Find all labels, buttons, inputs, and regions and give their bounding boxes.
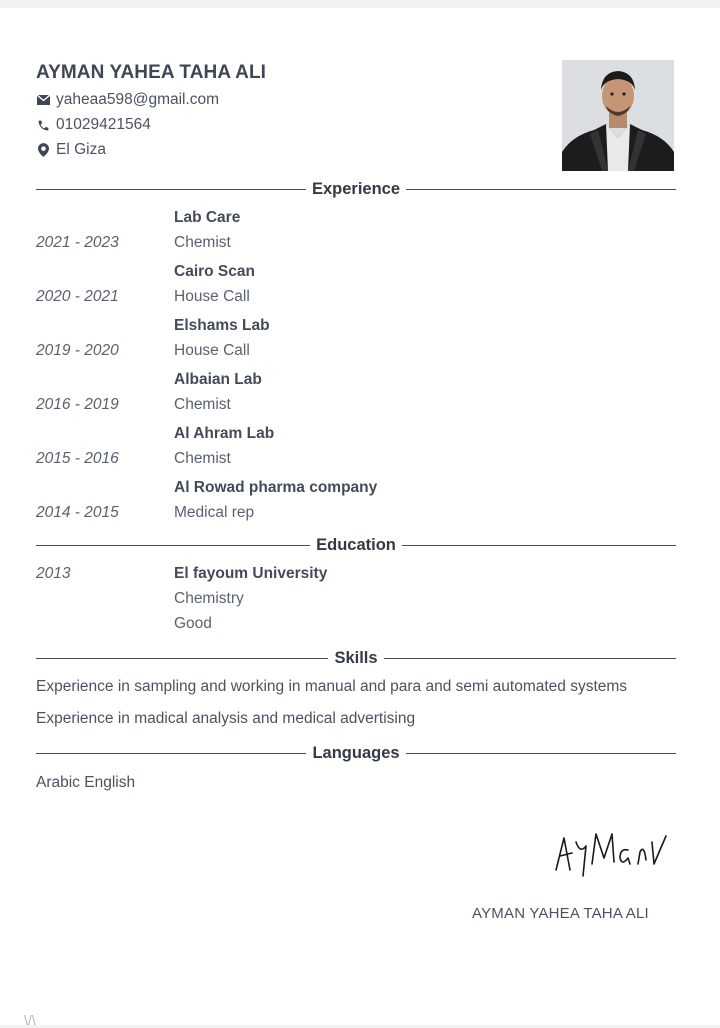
skill-item: Experience in madical analysis and medical advertising [36, 710, 416, 727]
experience-company: Albaian Lab [174, 371, 262, 388]
experience-role: House Call [174, 288, 250, 305]
divider-line [36, 545, 310, 546]
experience-section-header [36, 179, 676, 199]
experience-company: Cairo Scan [174, 263, 255, 280]
education-year: 2013 [36, 565, 71, 582]
experience-period: 2021 - 2023 [36, 234, 119, 251]
education-field: Chemistry [174, 590, 244, 607]
experience-company: Al Ahram Lab [174, 425, 275, 442]
handwritten-signature [550, 820, 670, 880]
divider-line [384, 658, 676, 659]
experience-period: 2016 - 2019 [36, 396, 119, 413]
experience-role: Chemist [174, 450, 231, 467]
languages-text: Arabic English [36, 774, 136, 791]
divider-line [36, 753, 306, 754]
experience-company: Elshams Lab [174, 317, 270, 334]
skills-heading: Skills [334, 648, 378, 667]
location-pin-icon [36, 143, 50, 157]
resume-page [0, 8, 720, 1028]
phone-text: 01029421564 [56, 116, 151, 133]
divider-line [406, 753, 676, 754]
divider-line [36, 189, 306, 190]
envelope-icon [36, 93, 50, 107]
experience-role: Chemist [174, 396, 231, 413]
skill-item: Experience in sampling and working in manual and para and semi automated systems [36, 678, 628, 695]
languages-heading: Languages [312, 743, 400, 762]
experience-company: Lab Care [174, 209, 241, 226]
email-line [36, 90, 219, 110]
divider-line [36, 658, 328, 659]
profile-photo [562, 60, 674, 171]
education-heading: Education [316, 535, 396, 554]
location-line [36, 140, 106, 160]
divider-line [402, 545, 676, 546]
candidate-name: AYMAN YAHEA TAHA ALI [36, 62, 267, 83]
signature-printed-name: AYMAN YAHEA TAHA ALI [472, 905, 649, 922]
location-text: El Giza [56, 141, 106, 158]
experience-role: Medical rep [174, 504, 255, 521]
skills-section-header [36, 648, 676, 668]
experience-period: 2019 - 2020 [36, 342, 119, 359]
email-text: yaheaa598@gmail.com [56, 91, 220, 108]
divider-line [406, 189, 676, 190]
page-mark: \/\ [24, 1012, 36, 1028]
experience-period: 2014 - 2015 [36, 504, 119, 521]
experience-period: 2015 - 2016 [36, 450, 119, 467]
experience-period: 2020 - 2021 [36, 288, 119, 305]
experience-role: Chemist [174, 234, 231, 251]
education-section-header [36, 535, 676, 555]
education-school: El fayoum University [174, 565, 328, 582]
phone-line [36, 115, 151, 135]
phone-icon [36, 118, 50, 132]
experience-company: Al Rowad pharma company [174, 479, 378, 496]
experience-heading: Experience [311, 179, 401, 198]
experience-role: House Call [174, 342, 250, 359]
education-grade: Good [174, 615, 212, 632]
languages-section-header [36, 743, 676, 763]
